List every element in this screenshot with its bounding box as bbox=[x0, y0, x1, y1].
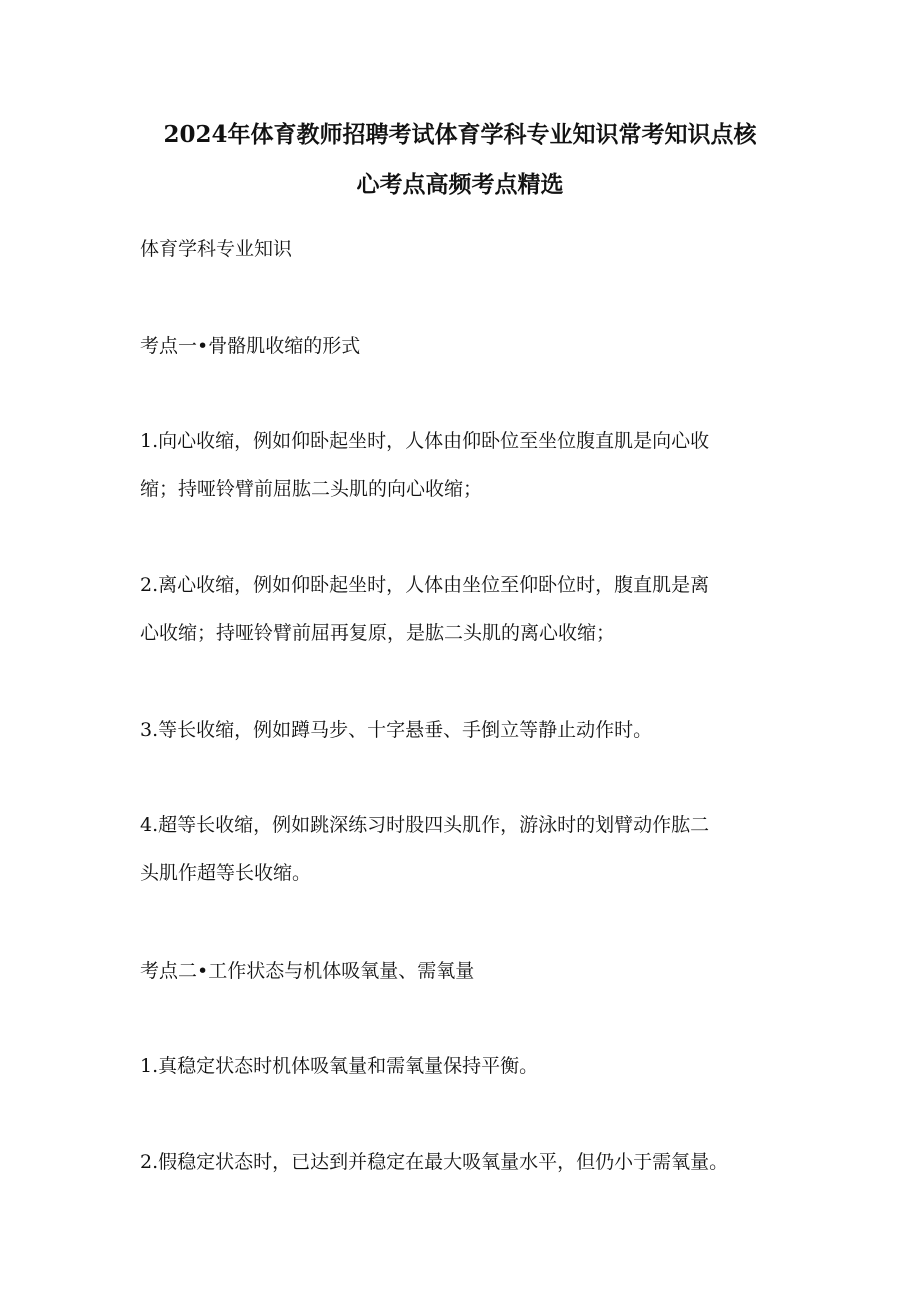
section-1-item-2-line-2: 心收缩；持哑铃臂前屈再复原，是肱二头肌的离心收缩； bbox=[140, 622, 616, 644]
section-2-item-2-line-1: 2.假稳定状态时，已达到并稳定在最大吸氧量水平，但仍小于需氧量。 bbox=[140, 1151, 729, 1173]
section-2-item-1-line-1: 1.真稳定状态时机体吸氧量和需氧量保持平衡。 bbox=[140, 1055, 539, 1077]
section-1-item-2-line-1: 2.离心收缩，例如仰卧起坐时，人体由坐位至仰卧位时，腹直肌是离 bbox=[140, 574, 710, 596]
section-1-item-1-line-1: 1.向心收缩，例如仰卧起坐时，人体由仰卧位至坐位腹直肌是向心收 bbox=[140, 430, 710, 452]
section-1-item-3-line-1: 3.等长收缩，例如蹲马步、十字悬垂、手倒立等静止动作时。 bbox=[140, 719, 653, 741]
section-2-heading: 考点二•工作状态与机体吸氧量、需氧量 bbox=[140, 960, 475, 982]
document-title-line-2: 心考点高频考点精选 bbox=[356, 171, 564, 198]
subject-heading: 体育学科专业知识 bbox=[140, 238, 293, 260]
section-1-heading: 考点一•骨骼肌收缩的形式 bbox=[140, 335, 361, 357]
section-1-item-4-line-1: 4.超等长收缩，例如跳深练习时股四头肌作，游泳时的划臂动作肱二 bbox=[140, 814, 710, 836]
section-1-item-1-line-2: 缩；持哑铃臂前屈肱二头肌的向心收缩； bbox=[140, 478, 483, 500]
document-title-line-1: 2024年体育教师招聘考试体育学科专业知识常考知识点核 bbox=[163, 121, 757, 148]
section-1-item-4-line-2: 头肌作超等长收缩。 bbox=[140, 862, 312, 884]
